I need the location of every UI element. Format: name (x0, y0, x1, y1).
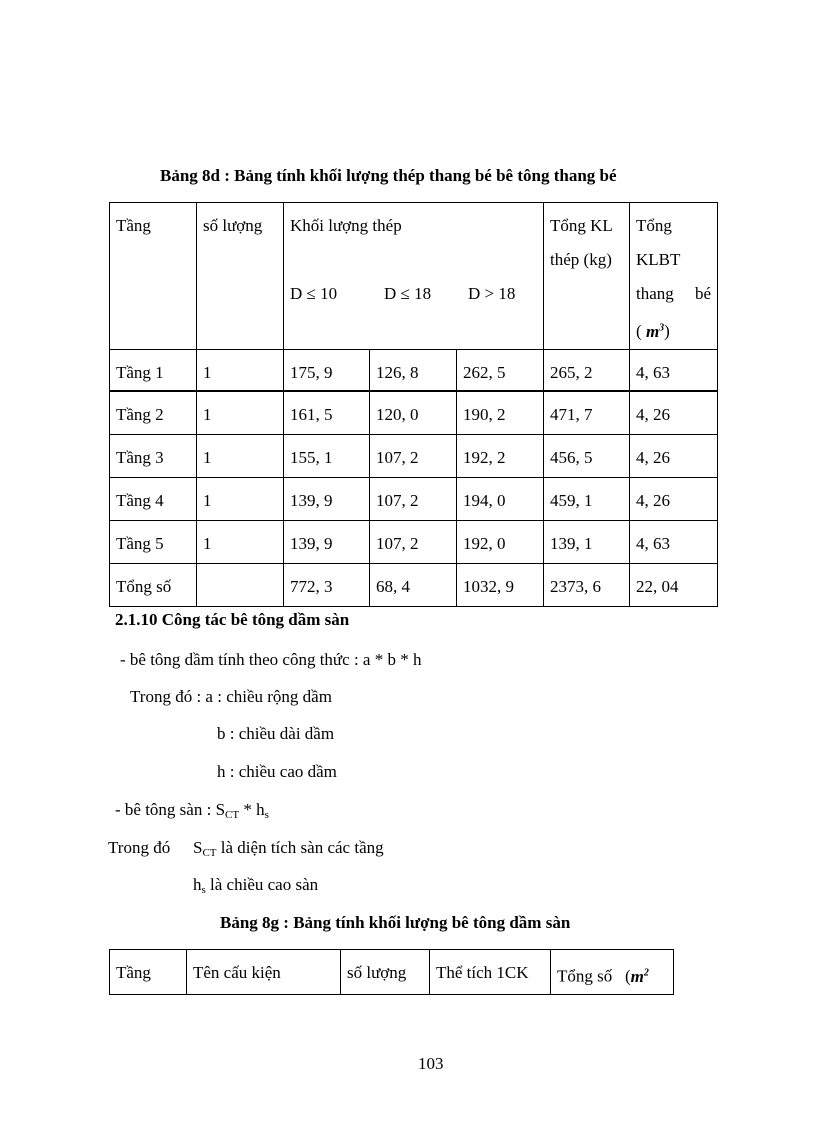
header-steel-mass-label: Khối lượng thép (290, 216, 402, 235)
header-diameter-groups (290, 277, 537, 311)
header-volume: Thể tích 1CK (430, 950, 551, 995)
table2-title: Bảng 8g : Bảng tính khối lượng bê tông dầm sàn (220, 913, 571, 932)
header-d3: D > 18 (468, 284, 516, 303)
header-total-kl: Tổng KL thép (kg) (544, 203, 630, 350)
header-component: Tên cấu kiện (187, 950, 341, 995)
table1-title: Bảng 8d : Bảng tính khối lượng thép thang bé bê tông thang bé (160, 166, 617, 185)
table-header-row (110, 203, 718, 350)
header-concrete: Tổng KLBT thang bé ( $m^3$) (630, 203, 718, 350)
table-row: Tầng 4 1 139, 9 107, 2 194, 0 459, 1 4, 26 (110, 477, 718, 520)
header-d2: D ≤ 18 (384, 284, 432, 303)
header-count: số lượng (197, 203, 284, 350)
page-number: 103 (418, 1054, 444, 1073)
header-total: Tổng số ($m^2$ (551, 950, 674, 995)
where2-s: $S_{CT}$ là diện tích sàn các tầng (193, 838, 384, 859)
steel-table (109, 202, 718, 607)
table-row: Tầng 3 1 155, 1 107, 2 192, 2 456, 5 4, 26 (110, 434, 718, 477)
header-count: số lượng (341, 950, 430, 995)
table-total-row: Tổng số 772, 3 68, 4 1032, 9 2373, 6 22, 04 (110, 563, 718, 606)
where-b: b : chiều dài dầm (217, 724, 335, 743)
section-heading: 2.1.10 Công tác bê tông dầm sàn (115, 610, 350, 629)
slab-formula: - bê tông sàn : $S_{CT} * h_s$ (115, 800, 269, 821)
header-floor: Tầng (110, 950, 187, 995)
table-row: Tầng 2 1 161, 5 120, 0 190, 2 471, 7 4, 26 (110, 391, 718, 434)
table-header-row (110, 950, 674, 995)
where-h: h : chiều cao dầm (217, 762, 337, 781)
where-a: Trong đó : a : chiều rộng dầm (130, 687, 332, 706)
header-steel-mass (284, 203, 544, 350)
table-row: Tầng 1 1 175, 9 126, 8 262, 5 265, 2 4, 63 (110, 349, 718, 391)
table-row: Tầng 5 1 139, 9 107, 2 192, 0 139, 1 4, 63 (110, 520, 718, 563)
beam-formula: - bê tông dầm tính theo công thức : a * b * h (120, 650, 422, 669)
header-d1: D ≤ 10 (290, 284, 338, 303)
where2-h: $h_s$ là chiều cao sàn (193, 875, 319, 896)
header-floor: Tầng (110, 203, 197, 350)
where2-label: Trong đó (108, 838, 171, 857)
header-concrete-unit: ( $m^3$) (636, 321, 670, 341)
concrete-table (109, 949, 674, 995)
